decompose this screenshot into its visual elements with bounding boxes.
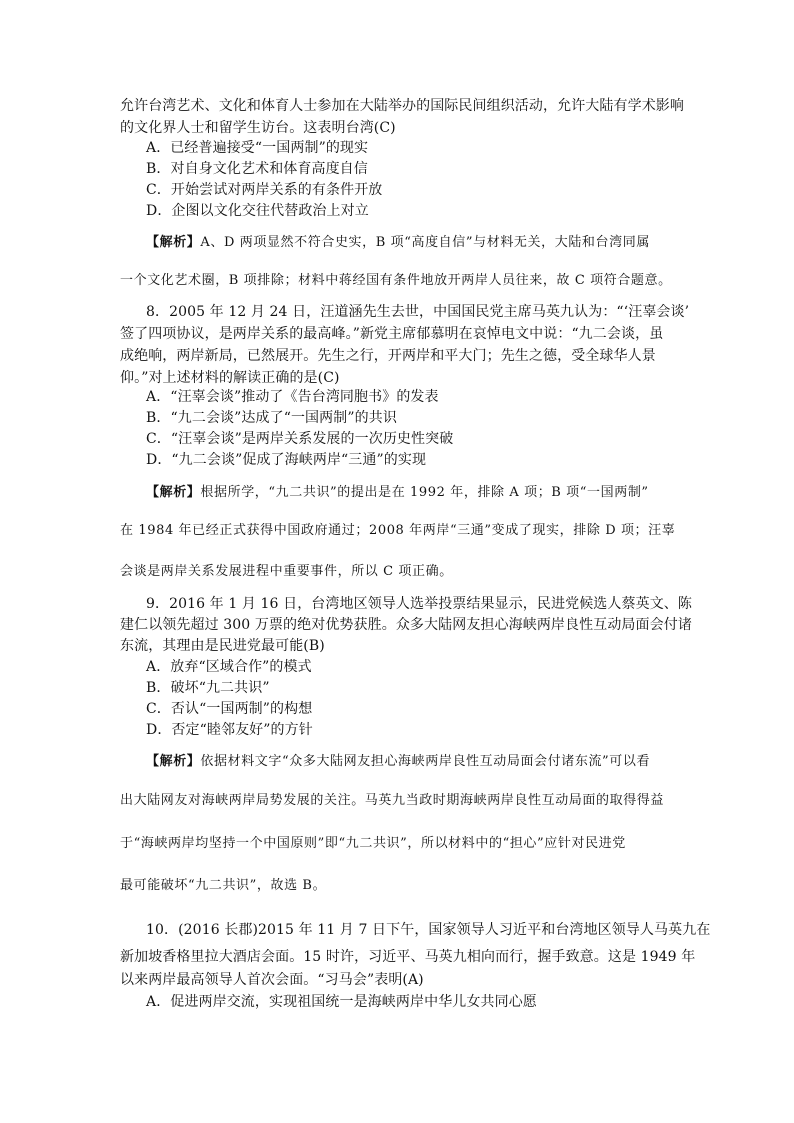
q7-option-d: D．企图以文化交往代替政治上对立: [146, 203, 369, 219]
q9-explanation-tag: 【解析】: [146, 754, 201, 769]
q8-stem-line-4: 仰。”对上述材料的解读正确的是(C): [120, 370, 340, 386]
q7-explanation-line-1: [146, 233, 706, 253]
q8-option-b: B．“九二会谈”达成了“一国两制”的共识: [146, 410, 397, 426]
q7-explanation-tag: 【解析】: [146, 235, 201, 250]
q8-stem-line-3: 成绝响，两岸新局，已然展开。先生之行，开两岸和平大门；先生之德，受全球华人景: [120, 348, 656, 364]
q9-explanation-text: 依据材料文字“众多大陆网友担心海峡两岸良性互动局面会付诸东流”可以看: [200, 754, 651, 769]
q8-stem-line-2: 签了四项协议，是两岸关系的最高峰。”新党主席郁慕明在哀悼电文中说：“九二会谈，虽: [120, 326, 664, 342]
q8-option-c: C．“汪辜会谈”是两岸关系发展的一次历史性突破: [146, 431, 454, 447]
q7-option-b: B．对自身文化艺术和体育高度自信: [146, 161, 368, 177]
q8-explanation-line-1: [146, 483, 706, 503]
q9-option-d: D．否定“睦邻友好”的方针: [146, 722, 313, 738]
q10-stem-line-1: 10．(2016 长郡)2015 年 11 月 7 日下午，国家领导人习近平和台湾地区领导人马英九在: [146, 922, 711, 938]
q7-explanation-text: A、D 两项显然不符合史实，B 项“高度自信”与材料无关，大陆和台湾同属: [200, 235, 650, 250]
q8-explanation-tag: 【解析】: [146, 485, 201, 500]
q9-explanation-line-4: 最可能破坏“九二共识”，故选 B。: [120, 878, 327, 893]
q9-stem-line-1: 9．2016 年 1 月 16 日，台湾地区领导人选举投票结果显示，民进党候选人蔡英文、陈: [146, 596, 693, 612]
q7-option-a: A．已经普遍接受“一国两制”的现实: [146, 140, 369, 156]
q9-explanation-line-1: [146, 752, 706, 772]
q8-explanation-line-2: 在 1984 年已经正式获得中国政府通过；2008 年两岸“三通”变成了现实，排除 D 项；汪辜: [120, 523, 676, 538]
q8-stem-line-1: 8．2005 年 12 月 24 日，汪道涵先生去世，中国国民党主席马英九认为：“‘汪辜会谈’: [146, 304, 690, 320]
q9-option-c: C．否认“一国两制”的构想: [146, 701, 313, 717]
q9-option-b: B．破坏“九二共识”: [146, 680, 270, 696]
q9-stem-line-2: 建仁以领先超过 300 万票的绝对优势获胜。众多大陆网友担心海峡两岸良性互动局面会付诸: [120, 617, 692, 633]
q7-explanation-line-2: 一个文化艺术圈，B 项排除；材料中蒋经国有条件地放开两岸人员往来，故 C 项符合题意。: [120, 273, 672, 288]
q7-stem-line-2: 的文化界人士和留学生访台。这表明台湾(C): [120, 120, 396, 136]
q9-stem-line-3: 东流，其理由是民进党最可能(B): [120, 638, 325, 654]
q9-option-a: A．放弃“区域合作”的模式: [146, 659, 312, 675]
q8-option-d: D．“九二会谈”促成了海峡两岸“三通”的实现: [146, 452, 427, 468]
q9-explanation-line-3: 于“海峡两岸均坚持一个中国原则”即“九二共识”，所以材料中的“担心”应针对民进党: [120, 836, 626, 851]
q7-stem-line-1: 允许台湾艺术、文化和体育人士参加在大陆举办的国际民间组织活动，允许大陆有学术影响: [120, 98, 684, 114]
q8-option-a: A．“汪辜会谈”推动了《告台湾同胞书》的发表: [146, 389, 439, 405]
q10-stem-line-3: 以来两岸最高领导人首次会面。“习马会”表明(A): [120, 972, 424, 988]
q10-option-a: A．促进两岸交流，实现祖国统一是海峡两岸中华儿女共同心愿: [146, 994, 537, 1010]
q9-explanation-line-2: 出大陆网友对海峡两岸局势发展的关注。马英九当政时期海峡两岸良性互动局面的取得得益: [120, 793, 665, 808]
q8-explanation-text: 根据所学，“九二共识”的提出是在 1992 年，排除 A 项；B 项“一国两制”: [200, 485, 649, 500]
q7-option-c: C．开始尝试对两岸关系的有条件开放: [146, 182, 383, 198]
q10-stem-line-2: 新加坡香格里拉大酒店会面。15 时许，习近平、马英九相向而行，握手致意。这是 1949 年: [120, 949, 696, 965]
q8-explanation-line-3: 会谈是两岸关系发展进程中重要事件，所以 C 项正确。: [120, 564, 453, 579]
